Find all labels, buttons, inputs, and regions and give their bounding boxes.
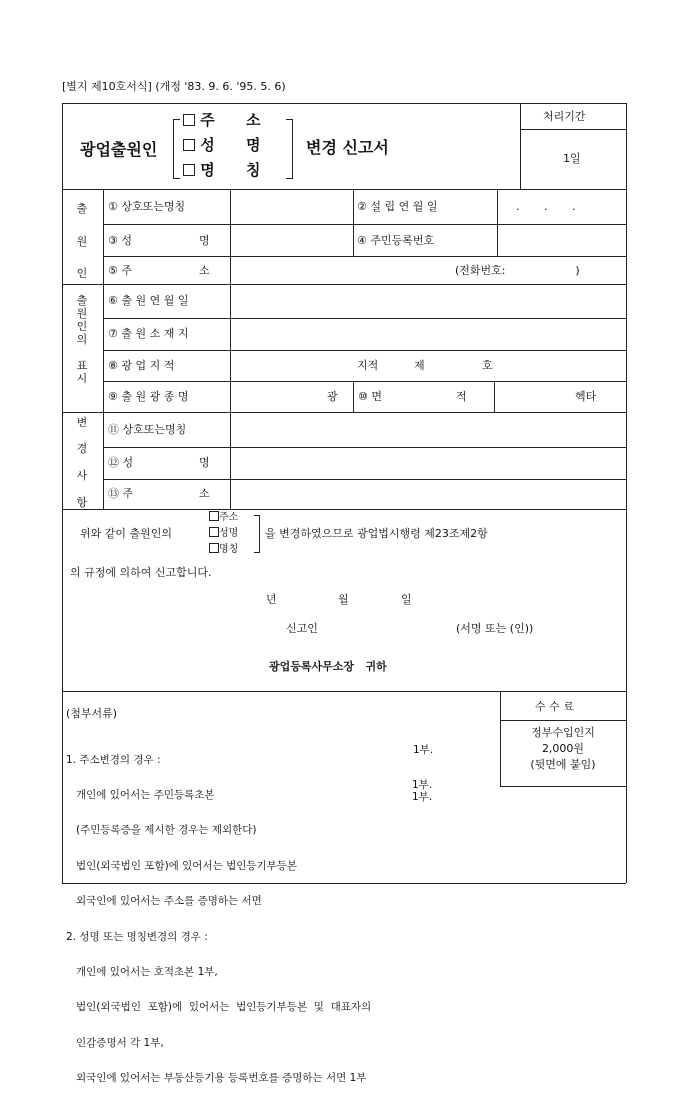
field-label: ⑤ 주 <box>108 264 132 277</box>
name-input[interactable] <box>232 226 350 254</box>
cadastre-label: 지적 <box>357 359 379 372</box>
list-item: 개인에 있어서는 호적초본 1부, <box>66 965 218 978</box>
declaration-text: 을 변경하였으므로 광업법시행령 제23조제2항 <box>265 527 488 540</box>
option-address[interactable]: 주 소 <box>183 111 261 129</box>
fee-title: 수 수 료 <box>535 700 574 713</box>
list-item: 법인(외국법인 포함)에 있어서는 법인등기부등본 및 대표자의 <box>66 1001 372 1014</box>
group-label: 인 <box>76 267 88 280</box>
group-label: 경 <box>76 442 88 455</box>
checkbox-icon[interactable] <box>183 164 195 176</box>
fee-line: (뒷면에 붙임) <box>530 758 596 771</box>
field-label: 소 <box>199 487 210 500</box>
copy-count: 1부. <box>413 744 434 756</box>
attachments-list <box>66 731 371 1109</box>
field-label: ⑪ 상호또는명칭 <box>108 423 187 436</box>
unit-label: 헥타 <box>575 390 597 403</box>
list-item: 2. 성명 또는 명칭변경의 경우 : <box>66 930 208 943</box>
checkbox-icon[interactable] <box>209 527 219 537</box>
cadastre-label: 호 <box>482 359 493 372</box>
option-name[interactable]: 성 명 <box>183 136 261 154</box>
new-name-input[interactable] <box>232 450 624 477</box>
copy-count: 1부. <box>412 791 433 803</box>
list-item: (주민등록증을 제시한 경우는 제외한다) <box>66 824 257 837</box>
field-label: ④ 주민등록번호 <box>357 234 435 247</box>
list-item: 개인에 있어서는 주민등록초본 <box>66 788 215 801</box>
list-item: 인감증명서 각 1부, <box>66 1036 164 1049</box>
option-title[interactable]: 명 칭 <box>183 161 261 179</box>
phone-number-field[interactable]: (전화번호: ) <box>455 264 580 277</box>
field-label: 소 <box>199 264 210 277</box>
title-prefix: 광업출원인 <box>80 140 158 159</box>
resident-number-input[interactable] <box>499 226 624 254</box>
processing-value: 1일 <box>563 152 581 165</box>
field-label: ⑬ 주 <box>108 487 134 500</box>
right-bracket <box>286 119 293 179</box>
field-label: 명 <box>199 234 210 247</box>
option-address[interactable]: 주소 <box>209 511 238 524</box>
cadastre-label: 제 <box>414 359 425 372</box>
date-day-label: 일 <box>401 593 412 606</box>
date-year-label: 년 <box>266 593 277 606</box>
fee-details <box>500 725 626 773</box>
field-label: ⑧ 광 업 지 적 <box>108 359 175 372</box>
group-label: 사 <box>76 469 88 482</box>
field-label: 명 <box>199 456 210 469</box>
reporter-label: 신고인 <box>286 622 318 635</box>
list-item: 1. 주소변경의 경우 : <box>66 753 161 766</box>
field-label: ⑥ 출 원 연 월 일 <box>108 294 189 307</box>
date-month-label: 월 <box>338 593 349 606</box>
fee-line: 2,000원 <box>541 742 585 755</box>
list-item: 외국인에 있어서는 부동산등기용 등록번호를 증명하는 서면 1부 <box>66 1072 367 1085</box>
addressee: 광업등록사무소장 귀하 <box>269 660 387 673</box>
signature-label: (서명 또는 (인)) <box>456 622 534 635</box>
field-label: ⑩ 면 <box>358 390 382 403</box>
list-item: 법인(외국법인 포함)에 있어서는 법인등기부등본 <box>66 859 298 872</box>
declaration-text: 위와 같이 출원인의 <box>80 527 173 540</box>
form-number: [별지 제10호서식] (개정 '83. 9. 6. '95. 5. 6) <box>62 80 286 93</box>
field-label: ② 설 립 연 월 일 <box>357 200 438 213</box>
copy-count: 1부. <box>412 779 433 791</box>
application-date-input[interactable] <box>232 287 624 316</box>
group-label: 변 <box>76 416 88 429</box>
field-label: ⑦ 출 원 소 재 지 <box>108 327 189 340</box>
field-label: ⑫ 성 <box>108 456 134 469</box>
declaration-text: 의 규정에 의하여 신고합니다. <box>70 566 212 579</box>
attachments-title: (첨부서류) <box>66 707 118 720</box>
list-item: 외국인에 있어서는 주소를 증명하는 서면 <box>66 895 262 908</box>
group-label-vertical: 출 원 인 의 표 시 <box>76 294 88 385</box>
checkbox-icon[interactable] <box>183 114 195 126</box>
group-label: 항 <box>76 496 88 509</box>
field-label: ③ 성 <box>108 234 132 247</box>
fee-line: 정부수입인지 <box>531 726 595 739</box>
checkbox-icon[interactable] <box>183 139 195 151</box>
group-label: 원 <box>76 235 88 248</box>
founding-date-input[interactable]: . . . <box>516 200 576 213</box>
new-address-input[interactable] <box>232 482 624 507</box>
option-title[interactable]: 명칭 <box>209 543 238 556</box>
left-bracket <box>173 119 180 179</box>
field-label: 적 <box>456 390 467 403</box>
checkbox-icon[interactable] <box>209 543 219 553</box>
unit-label: 광 <box>327 390 338 403</box>
group-label: 출 <box>76 202 88 215</box>
field-label: ① 상호또는명칭 <box>108 200 186 213</box>
application-location-input[interactable] <box>232 321 624 348</box>
checkbox-icon[interactable] <box>209 511 219 521</box>
new-company-name-input[interactable] <box>232 415 624 445</box>
field-label: ⑨ 출 원 광 종 명 <box>108 390 189 403</box>
option-name[interactable]: 성명 <box>209 527 238 540</box>
company-name-input[interactable] <box>232 192 350 222</box>
processing-label: 처리기간 <box>543 110 586 123</box>
right-bracket <box>254 515 260 553</box>
title-suffix: 변경 신고서 <box>306 138 389 157</box>
